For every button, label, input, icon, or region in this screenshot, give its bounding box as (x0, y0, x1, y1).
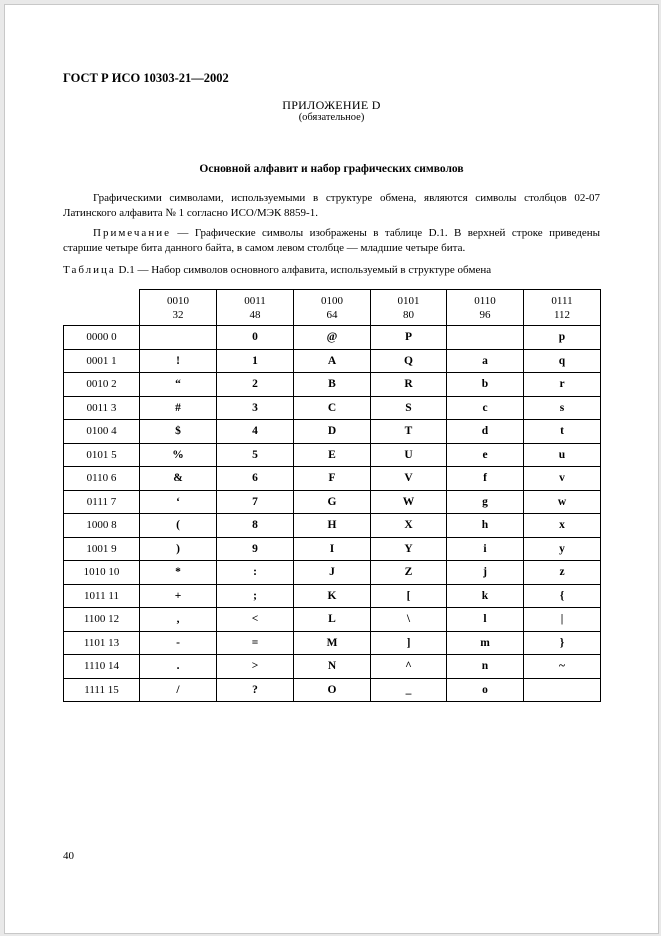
symbol-cell: * (140, 561, 217, 585)
table-caption-text: D.1 — Набор символов основного алфавита, используемый в структуре обмена (118, 264, 492, 276)
symbol-cell: D (294, 420, 371, 444)
symbol-cell: # (140, 396, 217, 420)
symbol-cell: l (447, 608, 524, 632)
column-header (524, 290, 601, 326)
table-row (64, 443, 601, 467)
symbol-cell (447, 326, 524, 350)
symbol-cell: ( (140, 514, 217, 538)
column-bits: 0010 (167, 294, 189, 307)
symbol-cell: V (371, 467, 447, 491)
symbol-cell: R (371, 373, 447, 397)
table-row (64, 490, 601, 514)
column-header (294, 290, 371, 326)
symbol-cell: b (447, 373, 524, 397)
column-bits: 0011 (244, 294, 266, 307)
symbol-cell: + (140, 584, 217, 608)
table-row (64, 678, 601, 702)
column-header (371, 290, 447, 326)
symbol-cell: $ (140, 420, 217, 444)
symbol-cell: Y (371, 537, 447, 561)
table-row (64, 514, 601, 538)
document-page (4, 4, 659, 934)
symbol-cell: u (524, 443, 601, 467)
row-label: 0111 7 (64, 490, 140, 514)
symbol-cell: ? (217, 678, 294, 702)
symbol-cell: d (447, 420, 524, 444)
symbol-cell: t (524, 420, 601, 444)
row-label: 0000 0 (64, 326, 140, 350)
page-number: 40 (63, 850, 74, 862)
symbol-cell: > (217, 655, 294, 679)
row-label: 0110 6 (64, 467, 140, 491)
symbol-cell: { (524, 584, 601, 608)
table-row (64, 420, 601, 444)
symbol-cell: ^ (371, 655, 447, 679)
symbol-cell: [ (371, 584, 447, 608)
symbol-cell: S (371, 396, 447, 420)
symbol-cell: i (447, 537, 524, 561)
symbol-cell: W (371, 490, 447, 514)
row-label: 0010 2 (64, 373, 140, 397)
row-label: 1011 11 (64, 584, 140, 608)
symbol-cell: = (217, 631, 294, 655)
table-caption (63, 264, 491, 276)
symbol-cell: 7 (217, 490, 294, 514)
table-row (64, 655, 601, 679)
symbol-cell: I (294, 537, 371, 561)
symbol-cell: 8 (217, 514, 294, 538)
symbol-cell: m (447, 631, 524, 655)
character-table (63, 289, 601, 702)
row-label: 1000 8 (64, 514, 140, 538)
symbol-cell: _ (371, 678, 447, 702)
symbol-cell: % (140, 443, 217, 467)
symbol-cell: ; (217, 584, 294, 608)
symbol-cell: \ (371, 608, 447, 632)
symbol-cell: r (524, 373, 601, 397)
column-header (217, 290, 294, 326)
column-decimal: 96 (479, 308, 491, 321)
symbol-cell: Z (371, 561, 447, 585)
table-row (64, 608, 601, 632)
table-row (64, 537, 601, 561)
row-label: 1110 14 (64, 655, 140, 679)
symbol-cell: T (371, 420, 447, 444)
symbol-cell: 2 (217, 373, 294, 397)
symbol-cell: / (140, 678, 217, 702)
table-corner-cell (64, 290, 140, 326)
symbol-cell: U (371, 443, 447, 467)
symbol-cell: . (140, 655, 217, 679)
column-header (140, 290, 217, 326)
table-row (64, 631, 601, 655)
symbol-cell: v (524, 467, 601, 491)
standard-header: ГОСТ Р ИСО 10303-21—2002 (63, 71, 229, 85)
symbol-cell: @ (294, 326, 371, 350)
symbol-cell: L (294, 608, 371, 632)
symbol-cell: B (294, 373, 371, 397)
note-text: — Графические символы изображены в таблице D.1. В верхней строке приведены старшие четыре бита данного байта, в самом левом столбце — младшие четыре бита. (63, 227, 600, 254)
symbol-cell: 3 (217, 396, 294, 420)
symbol-cell: n (447, 655, 524, 679)
symbol-cell: } (524, 631, 601, 655)
symbol-cell: s (524, 396, 601, 420)
symbol-cell: E (294, 443, 371, 467)
intro-paragraph: Графическими символами, используемыми в структуре обмена, являются символы столбцов 02-07 Латинского алфавита № 1 согласно ИСО/МЭК 8859-1. (63, 192, 600, 219)
symbol-cell: o (447, 678, 524, 702)
table-row (64, 396, 601, 420)
symbol-cell: a (447, 349, 524, 373)
row-label: 1001 9 (64, 537, 140, 561)
symbol-cell: j (447, 561, 524, 585)
row-label: 0101 5 (64, 443, 140, 467)
symbol-cell: < (217, 608, 294, 632)
note-label: Примечание (93, 227, 171, 239)
symbol-cell: h (447, 514, 524, 538)
symbol-cell: q (524, 349, 601, 373)
symbol-cell: f (447, 467, 524, 491)
symbol-cell: c (447, 396, 524, 420)
symbol-cell: Q (371, 349, 447, 373)
column-bits: 0111 (551, 294, 573, 307)
table-row (64, 584, 601, 608)
symbol-cell: e (447, 443, 524, 467)
symbol-cell: , (140, 608, 217, 632)
symbol-cell: A (294, 349, 371, 373)
symbol-cell: 0 (217, 326, 294, 350)
symbol-cell: O (294, 678, 371, 702)
symbol-cell: 1 (217, 349, 294, 373)
symbol-cell: ) (140, 537, 217, 561)
symbol-cell: X (371, 514, 447, 538)
table-row (64, 373, 601, 397)
symbol-cell: 6 (217, 467, 294, 491)
column-decimal: 32 (172, 308, 184, 321)
row-label: 1111 15 (64, 678, 140, 702)
column-decimal: 80 (403, 308, 414, 321)
symbol-cell: k (447, 584, 524, 608)
symbol-cell: x (524, 514, 601, 538)
row-label: 0100 4 (64, 420, 140, 444)
symbol-cell: G (294, 490, 371, 514)
symbol-cell: w (524, 490, 601, 514)
symbol-cell: 5 (217, 443, 294, 467)
symbol-cell: ‘ (140, 490, 217, 514)
symbol-cell: H (294, 514, 371, 538)
table-row (64, 467, 601, 491)
symbol-cell: F (294, 467, 371, 491)
symbol-cell: z (524, 561, 601, 585)
column-bits: 0101 (397, 294, 420, 307)
symbol-cell: 9 (217, 537, 294, 561)
symbol-cell: ~ (524, 655, 601, 679)
column-bits: 0110 (474, 294, 496, 307)
symbol-cell: J (294, 561, 371, 585)
symbol-cell: : (217, 561, 294, 585)
row-label: 1100 12 (64, 608, 140, 632)
symbol-cell: N (294, 655, 371, 679)
column-header (447, 290, 524, 326)
symbol-cell: K (294, 584, 371, 608)
appendix-title: ПРИЛОЖЕНИЕ D (282, 98, 381, 112)
symbol-cell: ! (140, 349, 217, 373)
row-label: 1101 13 (64, 631, 140, 655)
symbol-cell: & (140, 467, 217, 491)
symbol-cell (524, 678, 601, 702)
table-row (64, 561, 601, 585)
symbol-cell: g (447, 490, 524, 514)
symbol-cell: 4 (217, 420, 294, 444)
table-row (64, 326, 601, 350)
table-header-row (64, 290, 601, 326)
column-decimal: 48 (249, 308, 261, 321)
column-decimal: 64 (326, 308, 338, 321)
symbol-cell: ] (371, 631, 447, 655)
symbol-cell: M (294, 631, 371, 655)
symbol-cell: y (524, 537, 601, 561)
table-caption-label: Таблица (63, 264, 116, 276)
column-bits: 0100 (321, 294, 343, 307)
symbol-cell: P (371, 326, 447, 350)
symbol-cell: p (524, 326, 601, 350)
row-label: 0001 1 (64, 349, 140, 373)
column-decimal: 112 (553, 308, 571, 321)
symbol-cell: “ (140, 373, 217, 397)
note-paragraph (63, 226, 600, 256)
symbol-cell: - (140, 631, 217, 655)
symbol-cell: C (294, 396, 371, 420)
row-label: 1010 10 (64, 561, 140, 585)
table-row (64, 349, 601, 373)
section-title: Основной алфавит и набор графических символов (199, 163, 464, 175)
symbol-cell (140, 326, 217, 350)
symbol-cell: | (524, 608, 601, 632)
appendix-subtitle: (обязательное) (298, 112, 365, 123)
row-label: 0011 3 (64, 396, 140, 420)
